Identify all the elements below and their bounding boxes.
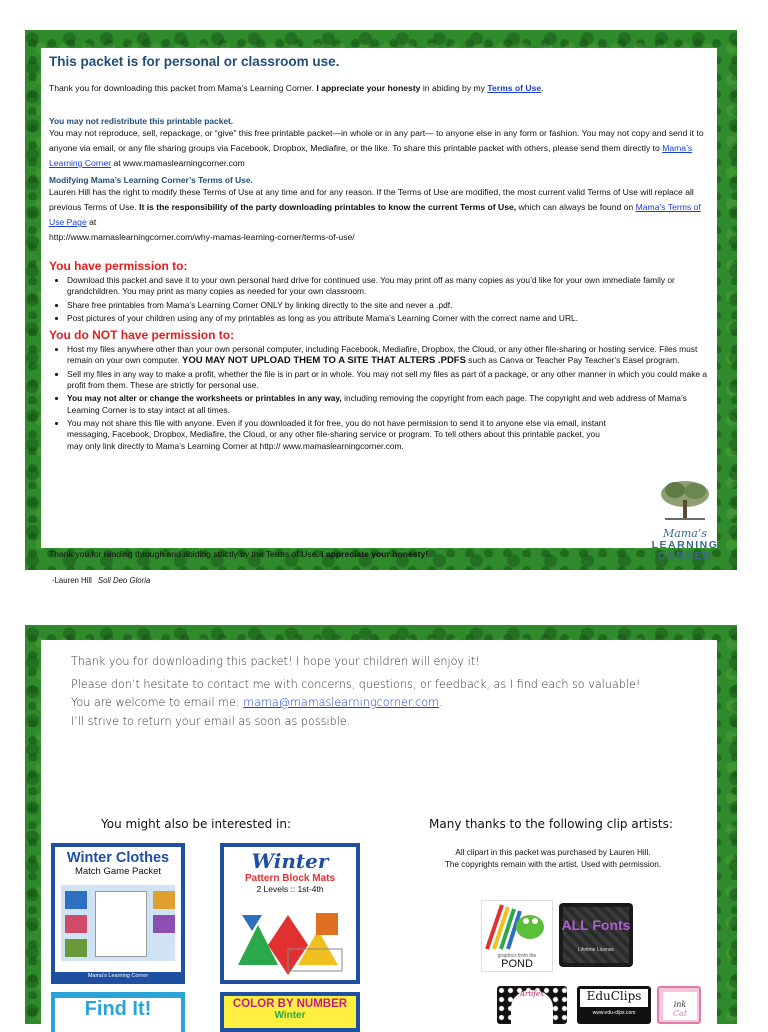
modify-text: Lauren Hill has the right to modify these Terms of Use at any time and for any reason. If the Terms of Use are modified, the most current valid Terms of Use will replace all previous Terms of Use. bbox=[49, 187, 694, 212]
redistribute-paragraph bbox=[49, 126, 709, 171]
mamas-learning-corner-logo bbox=[635, 478, 735, 578]
artist-caption: Cat bbox=[672, 1009, 688, 1018]
artists-note-1: All clipart in this packet was purchased by Lauren Hill. bbox=[455, 848, 651, 857]
pattern-blocks-icon bbox=[228, 905, 352, 977]
intro-paragraph bbox=[49, 81, 709, 96]
artists-note-2: The copyrights remain with the artist. Used with permission. bbox=[444, 860, 662, 869]
frog-icon bbox=[482, 901, 552, 953]
list-item: • Sell my files in any way to make a profit, whether the file is in part or in whole. You may not sell my files as part of a package, or any other manner in which you could make a profit from them. These are strictly for personal use. bbox=[67, 369, 709, 392]
artist-caption: Lifetime License bbox=[577, 947, 615, 953]
artists-note bbox=[403, 847, 703, 871]
no-permission-heading: You do NOT have permission to: bbox=[49, 328, 235, 343]
list-item: • Share free printables from Mama’s Learning Corner ONLY by linking directly to the site and never a .pdf. bbox=[67, 300, 709, 311]
contact-note: Please don’t hesitate to contact me with concerns, questions, or feedback, as I find each so valuable! bbox=[71, 678, 641, 691]
email-period: . bbox=[438, 696, 443, 709]
product-footer: Mama's Learning Corner bbox=[55, 972, 181, 980]
product-subtitle: Winter bbox=[274, 1010, 306, 1021]
modify-bold: It is the responsibility of the party downloading printables to know the current Terms of Use, bbox=[139, 202, 517, 212]
page2-border bbox=[25, 625, 737, 1024]
artist-name: ALL Fonts bbox=[561, 917, 631, 933]
product-winter-clothes[interactable] bbox=[51, 843, 185, 984]
interested-heading: You might also be interested in: bbox=[101, 817, 292, 831]
modify-text-3: at bbox=[86, 217, 97, 227]
noperm-1-bold: YOU MAY NOT UPLOAD THEM TO A SITE THAT ALTERS .PDFS bbox=[181, 355, 466, 367]
intro-text: Thank you for downloading this packet from Mama’s Learning Corner. bbox=[49, 83, 317, 93]
product-color-by-number[interactable] bbox=[220, 992, 360, 1032]
product-preview bbox=[61, 885, 175, 961]
product-detail: 2 Levels :: 1st-4th bbox=[256, 884, 324, 894]
noperm-1-tail: such as Canva or Teacher Pay Teacher’s Easel program. bbox=[465, 355, 680, 366]
product-winter-pattern-blocks[interactable] bbox=[220, 843, 360, 984]
logo-mamas: Mama’s bbox=[663, 527, 707, 540]
terms-page-link[interactable]: Mama’s Terms of Use Page bbox=[49, 202, 701, 227]
artist-caption: graphics from the bbox=[497, 953, 537, 959]
product-title: Winter bbox=[251, 849, 329, 873]
artist-card bbox=[663, 992, 697, 1020]
list-item: • Post pictures of your children using any of my printables as long as you attribute Mama’s Learning Corner with the correct name and URL. bbox=[67, 313, 709, 324]
redistribute-text: You may not reproduce, sell, repackage, or “give” this free printable packet—in whole or in any part— to anyone else in any form or fashion. You may not copy and send it to anyone via email, or any file sharing groups via Facebook, Dropbox, Mediafire, or the like. To share this printable packet with others, please send them directly to bbox=[49, 128, 704, 153]
artist-educlips-logo bbox=[577, 986, 651, 1024]
mamas-learning-corner-link[interactable]: Mama’s Learning Corner bbox=[49, 143, 693, 168]
product-card bbox=[55, 847, 181, 980]
no-permission-list bbox=[49, 344, 709, 452]
modify-text-2: which can always be found on bbox=[516, 202, 636, 212]
artist-name: ink bbox=[673, 1000, 687, 1009]
intro-text-2: in abiding by my bbox=[420, 83, 488, 93]
artists-heading: Many thanks to the following clip artists: bbox=[429, 817, 673, 831]
product-find-it[interactable] bbox=[51, 992, 185, 1032]
clothes-icon bbox=[153, 891, 175, 909]
email-label: You are welcome to email me: bbox=[71, 696, 244, 709]
signature bbox=[52, 576, 150, 585]
list-item: • You may not share this file with anyone. Even if you downloaded it for free, you do not have permission to send it to anyone else via email, instant messaging, Facebook, Dropbox, Mediafire, the Cloud, or any other file-sharing service or program. To tell others about this printable packet, you may only link directly to Mama’s Learning Corner at http:// www.mamaslearningcorner.com. bbox=[67, 418, 607, 452]
signature-motto: Soli Deo Gloria bbox=[97, 576, 151, 585]
product-title: COLOR BY NUMBER bbox=[232, 998, 348, 1010]
clothes-icon bbox=[65, 915, 87, 933]
terms-url: http://www.mamaslearningcorner.com/why-mamas-learning-corner/terms-of-use/ bbox=[49, 232, 355, 242]
page2-panel bbox=[41, 640, 717, 1024]
redistribute-heading: You may not redistribute this printable packet. bbox=[49, 116, 234, 126]
redistribute-tail: at www.mamaslearningcorner.com bbox=[111, 158, 245, 168]
artist-name: POND bbox=[501, 958, 533, 970]
email-note bbox=[71, 696, 443, 709]
page1-panel bbox=[41, 48, 717, 548]
artist-artifex-logo bbox=[497, 986, 567, 1024]
list-item bbox=[67, 344, 709, 367]
tree-icon bbox=[655, 478, 715, 522]
list-item bbox=[67, 393, 709, 416]
page1-border bbox=[25, 30, 737, 570]
clothes-icon bbox=[65, 891, 87, 909]
product-card bbox=[224, 996, 356, 1028]
artist-inkcat-logo bbox=[657, 986, 701, 1024]
permission-heading: You have permission to: bbox=[49, 259, 188, 273]
clothes-icon bbox=[153, 915, 175, 933]
logo-learning: LEARNING bbox=[651, 539, 719, 551]
noperm-1-text: Host my files anywhere other than your own personal computer, including Facebook, Mediafire, Dropbox, the Cloud, or any other file-sharing or hosting service. Files must remain on your own computer. bbox=[67, 344, 698, 366]
signature-name: -Lauren Hill bbox=[52, 576, 92, 585]
artist-allfonts-logo bbox=[559, 903, 633, 967]
thanks-line bbox=[49, 549, 428, 559]
page1-title: This packet is for personal or classroom use. bbox=[49, 54, 340, 69]
thanks-note: Thank you for downloading this packet! I hope your children will enjoy it! bbox=[71, 655, 480, 668]
reply-note: I’ll strive to return your email as soon as possible. bbox=[71, 715, 351, 728]
product-subtitle: Pattern Block Mats bbox=[244, 873, 336, 884]
product-subtitle: Match Game Packet bbox=[74, 866, 162, 877]
thanks-bold: I appreciate your honesty! bbox=[321, 549, 429, 559]
intro-text-3: . bbox=[541, 83, 544, 93]
email-link[interactable]: mama@mamaslearningcorner.com bbox=[243, 696, 439, 709]
clothes-icon bbox=[65, 939, 87, 957]
product-title: Find It! bbox=[84, 998, 152, 1020]
thanks-text: Thank you for reading through and abiding strictly by the Terms of Use. bbox=[49, 549, 322, 559]
worksheet-icon bbox=[95, 891, 147, 957]
artist-pond-logo bbox=[481, 900, 553, 972]
permission-list bbox=[49, 275, 709, 324]
noperm-3-bold: You may not alter or change the worksheets or printables in any way, bbox=[67, 393, 342, 404]
logo-corner: CORNER bbox=[657, 550, 713, 562]
noperm-3-text: including removing the copyright from each page. The copyright and web address of Mama’s Learning Corner is to stay intact at all times. bbox=[67, 393, 687, 415]
chevron-pattern bbox=[563, 907, 629, 963]
terms-of-use-link[interactable]: Terms of Use bbox=[487, 83, 542, 93]
artist-caption: www.edu-clips.com bbox=[592, 1010, 636, 1016]
artist-name: Artifex bbox=[511, 990, 553, 1024]
product-card bbox=[55, 998, 181, 1032]
product-title: Winter Clothes bbox=[66, 850, 170, 866]
modify-heading: Modifying Mama’s Learning Corner’s Terms of Use. bbox=[49, 175, 253, 185]
intro-bold: I appreciate your honesty bbox=[316, 83, 421, 93]
artist-name: EduClips bbox=[580, 989, 648, 1007]
modify-paragraph bbox=[49, 185, 709, 245]
product-card bbox=[224, 847, 356, 980]
list-item: • Download this packet and save it to your own personal hard drive for continued use. You may print off as many copies as you’d like for your own immediate family or grandchildren. You may print as many copies as needed for your own classroom. bbox=[67, 275, 709, 298]
